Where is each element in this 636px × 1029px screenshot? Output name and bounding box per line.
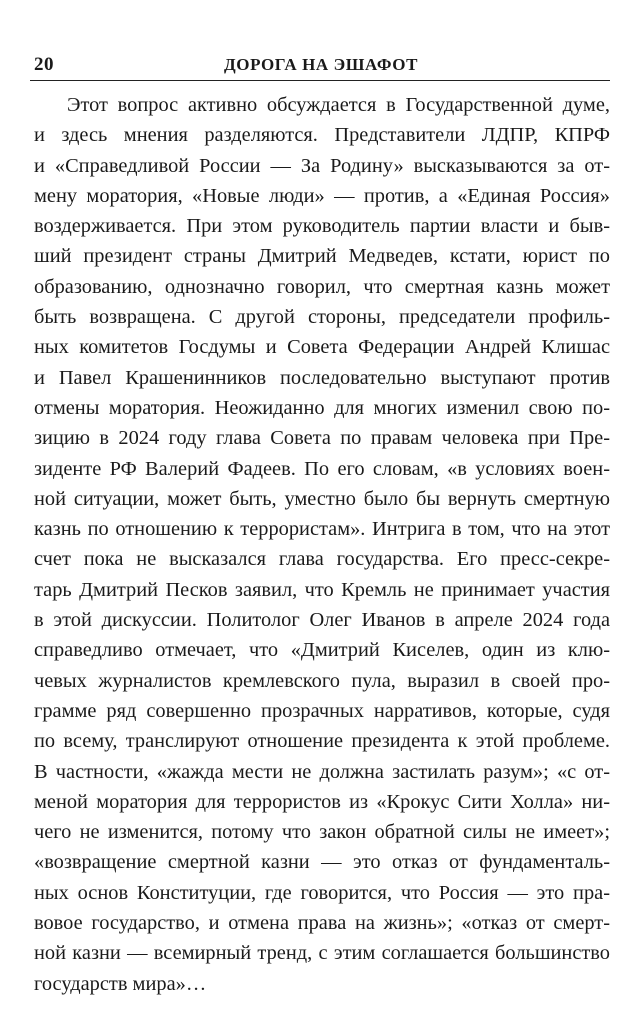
running-title: ДОРОГА НА ЭШАФОТ <box>223 55 419 74</box>
text-line: по всему, транслируют отношение президента к этой проблеме. <box>34 730 610 753</box>
text-line: справедливо отмечает, что «Дмитрий Киселев, один из клю- <box>34 639 610 662</box>
text-line: ных комитетов Госдумы и Совета Федерации Андрей Клишас <box>34 336 610 359</box>
text-line: ший президент страны Дмитрий Медведев, кстати, юрист по <box>34 245 610 268</box>
page-number: 20 <box>34 54 54 75</box>
text-line: зиденте РФ Валерий Фадеев. По его словам, «в условиях воен- <box>34 457 610 480</box>
text-line: Этот вопрос активно обсуждается в Государственной думе, <box>67 94 610 116</box>
text-line: В частности, «жажда мести не должна застилать разум»; «с от- <box>34 760 610 783</box>
text-line: в этой дискуссии. Политолог Олег Иванов в апреле 2024 года <box>34 609 610 632</box>
text-line: ной казни — всемирный тренд, с этим соглашается большинство <box>34 942 610 965</box>
text-line: государств мира»… <box>34 972 207 995</box>
text-line: ных основ Конституции, где говорится, что Россия — это пра- <box>34 881 610 904</box>
header-rule <box>30 80 610 81</box>
text-line: тарь Дмитрий Песков заявил, что Кремль не принимает участия <box>34 578 610 601</box>
text-line: быть возвращена. С другой стороны, председатели профиль- <box>34 306 610 329</box>
text-line: и Павел Крашенинников последовательно выступают против <box>34 366 610 389</box>
text-line: образованию, однозначно говорил, что смертная казнь может <box>34 275 610 298</box>
text-line: счет пока не высказался глава государства. Его пресс-секре- <box>34 548 610 571</box>
text-line: чего не изменится, потому что закон обратной силы не имеет»; <box>34 821 610 844</box>
text-line: зицию в 2024 году глава Совета по правам человека при Пре- <box>34 427 610 450</box>
text-line: воздерживается. При этом руководитель партии власти и быв- <box>34 215 610 238</box>
text-line: вовое государство, и отмена права на жизнь»; «отказ от смерт- <box>34 912 610 935</box>
text-line: отмены моратория. Неожиданно для многих изменил свою по- <box>34 396 610 419</box>
text-line: «возвращение смертной казни — это отказ от фундаменталь- <box>34 851 610 874</box>
running-head <box>34 50 608 80</box>
body-paragraph <box>34 90 610 999</box>
text-line: грамме ряд совершенно прозрачных нарративов, которые, судя <box>34 699 610 722</box>
text-line: мену моратория, «Новые люди» — против, а «Единая Россия» <box>34 184 610 207</box>
text-line: и здесь мнения разделяются. Представители ЛДПР, КПРФ <box>34 124 610 147</box>
text-line: казнь по отношению к террористам». Интрига в том, что на этот <box>34 518 610 541</box>
text-line: чевых журналистов кремлевского пула, выразил в своей про- <box>34 669 610 692</box>
text-line: и «Справедливой России — За Родину» высказываются за от- <box>34 154 610 177</box>
text-line: ной ситуации, может быть, уместно было бы вернуть смертную <box>34 487 610 510</box>
text-line: меной моратория для террористов из «Крокус Сити Холла» ни- <box>34 790 610 813</box>
